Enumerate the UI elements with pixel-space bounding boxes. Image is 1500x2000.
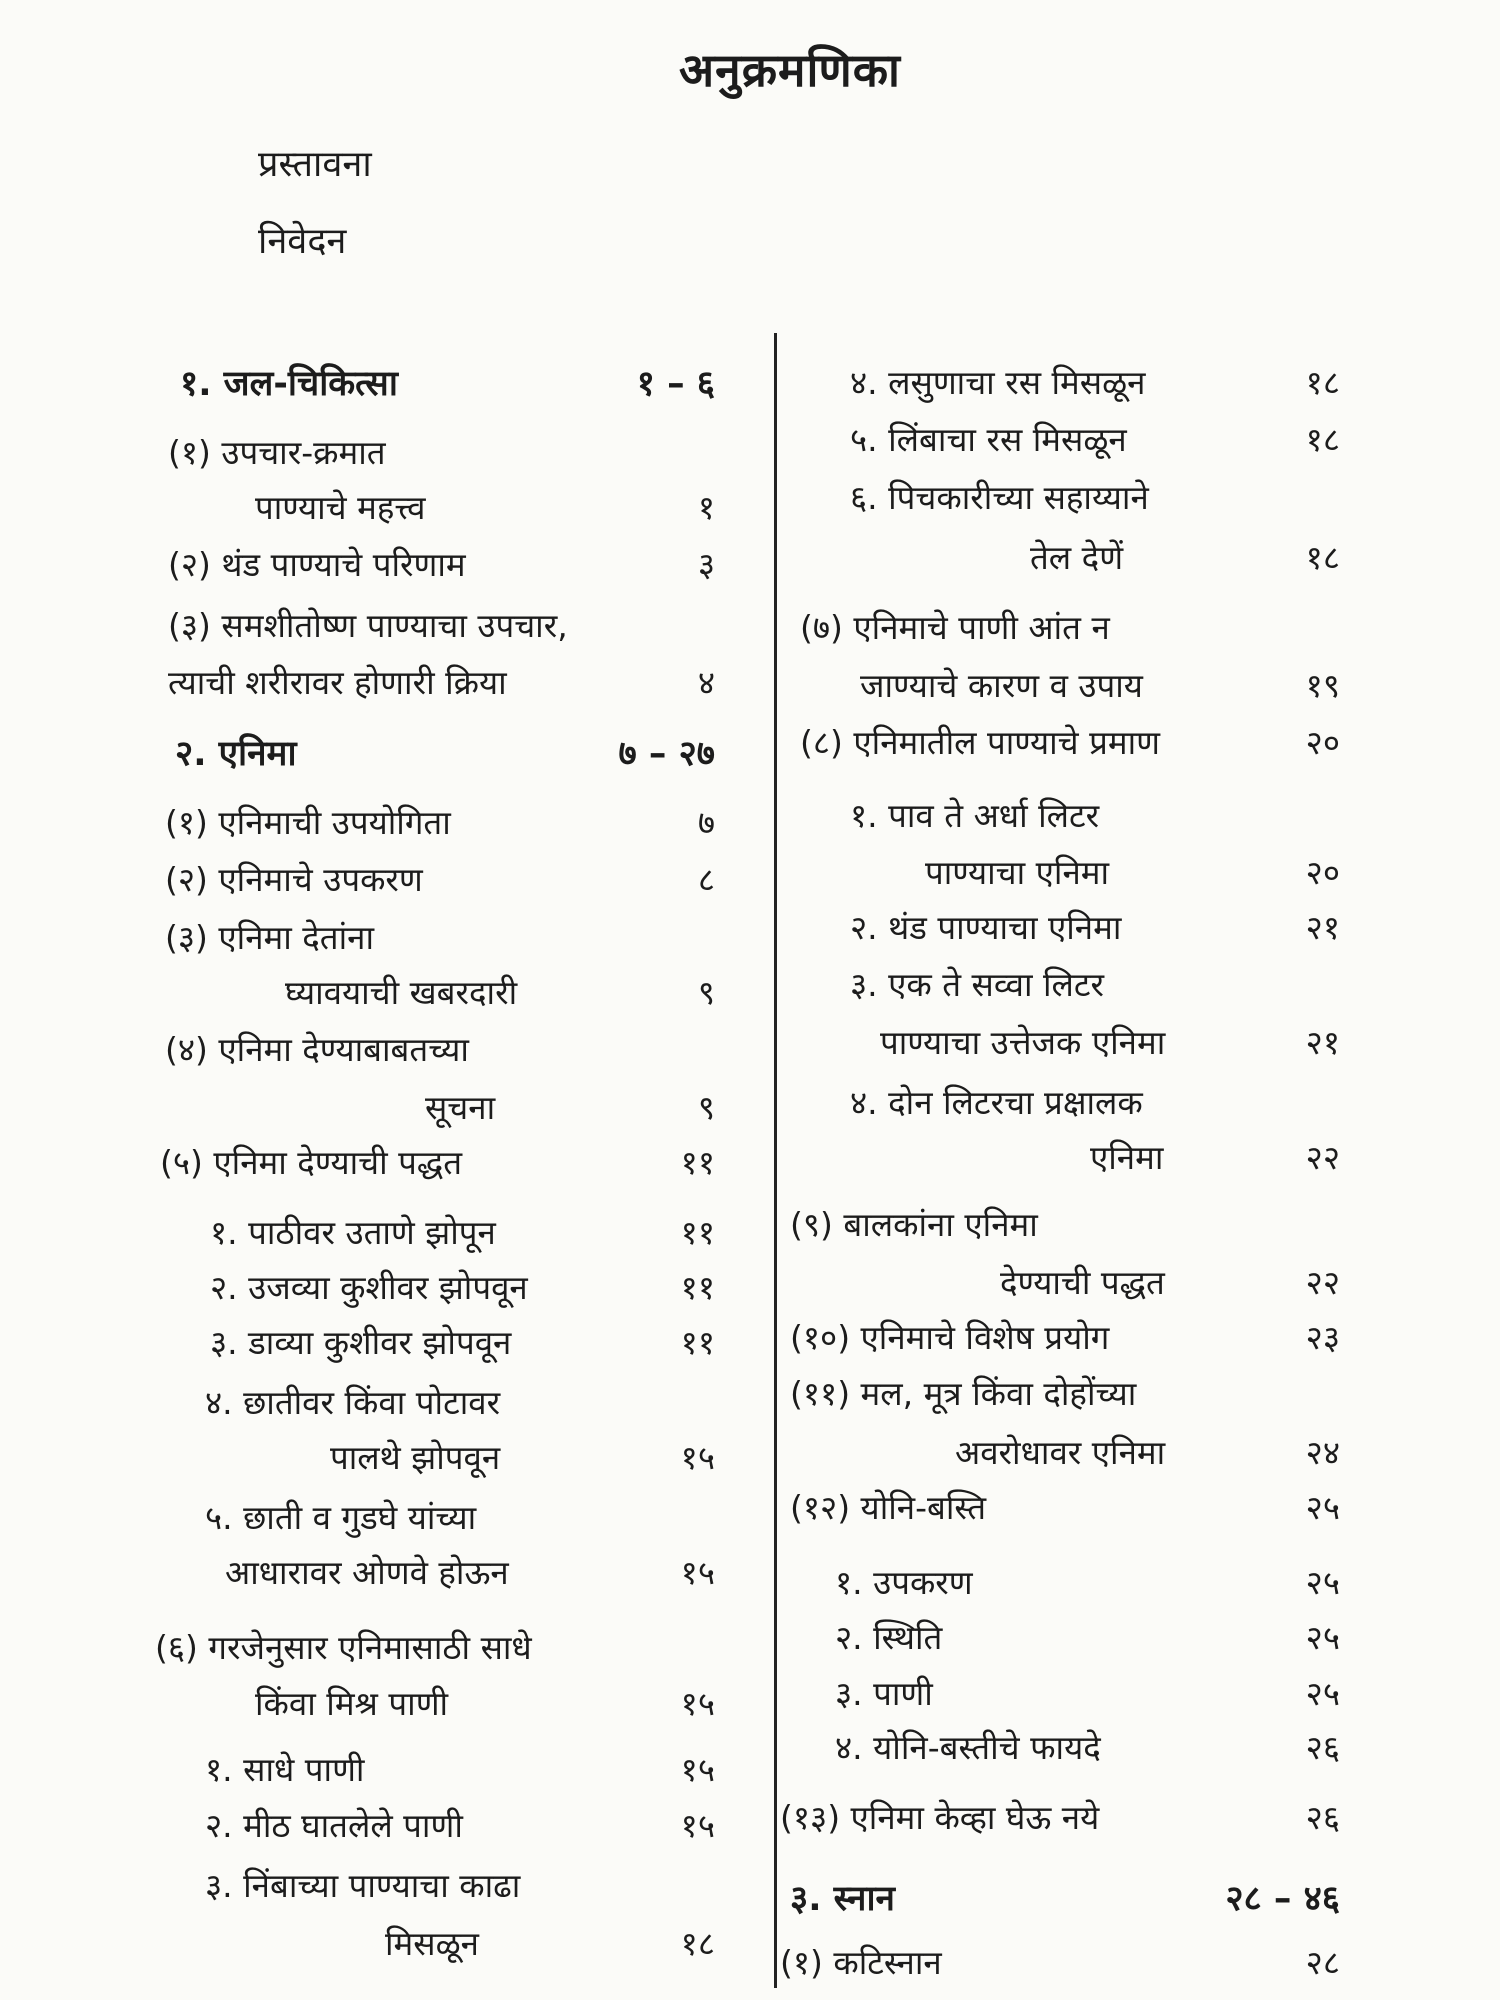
toc-entry	[780, 1800, 1500, 1846]
toc-entry	[0, 1090, 760, 1136]
toc-entry-page-number: १५	[680, 1684, 715, 1723]
front-matter-statement: निवेदन	[258, 221, 347, 262]
toc-entry-page-number: १५	[680, 1553, 715, 1592]
toc-entry-page-number: १ – ६	[636, 364, 715, 404]
toc-entry	[0, 1440, 760, 1486]
toc-entry	[0, 1752, 760, 1798]
toc-entry-title: देण्याची पद्धत	[1000, 1263, 1165, 1302]
toc-entry-title: २. उजव्या कुशीवर झोपवून	[210, 1268, 528, 1307]
toc-entry-title: सूचना	[425, 1088, 496, 1127]
toc-entry	[0, 920, 760, 966]
toc-entry-title: ४. दोन लिटरचा प्रक्षालक	[850, 1083, 1143, 1122]
toc-entry	[780, 480, 1500, 526]
toc-entry-page-number: २२	[1305, 1263, 1340, 1302]
toc-entry-title: (१) कटिस्नान	[780, 1943, 942, 1982]
toc-section-heading	[780, 1880, 1500, 1926]
toc-entry	[780, 1320, 1500, 1366]
toc-entry-page-number: १८	[680, 1924, 715, 1963]
toc-entry-title: ३. एक ते सव्वा लिटर	[850, 965, 1105, 1004]
toc-entry	[0, 1270, 760, 1316]
toc-entry-title: (९) बालकांना एनिमा	[790, 1205, 1038, 1244]
toc-entry-title: (७) एनिमाचे पाणी आंत न	[800, 608, 1110, 647]
toc-entry-page-number: १५	[680, 1750, 715, 1789]
toc-entry-page-number: ११	[680, 1213, 715, 1252]
toc-entry-title: (१) एनिमाची उपयोगिता	[165, 803, 451, 842]
toc-entry-title: (१०) एनिमाचे विशेष प्रयोग	[790, 1318, 1110, 1357]
toc-entry-page-number: ११	[680, 1268, 715, 1307]
toc-entry-page-number: २५	[1305, 1618, 1340, 1657]
toc-entry	[780, 1676, 1500, 1722]
toc-entry-title: तेल देणें	[1030, 538, 1124, 577]
toc-entry-title: ४. छातीवर किंवा पोटावर	[205, 1383, 501, 1422]
toc-entry	[780, 610, 1500, 656]
toc-entry-title: (४) एनिमा देण्याबाबतच्या	[165, 1030, 469, 1069]
toc-entry-title: ५. छाती व गुडघे यांच्या	[205, 1498, 477, 1537]
toc-entry	[0, 1325, 760, 1371]
toc-entry-page-number: २८	[1305, 1943, 1340, 1982]
toc-entry-page-number: १	[697, 488, 715, 527]
toc-entry-title: (१) उपचार-क्रमात	[168, 433, 386, 472]
toc-entry-title: २. एनिमा	[175, 734, 297, 774]
toc-entry-title: (११) मल, मूत्र किंवा दोहोंच्या	[790, 1374, 1137, 1413]
front-matter-preface: प्रस्तावना	[258, 144, 372, 185]
toc-section-heading	[0, 365, 760, 411]
toc-entry	[780, 1565, 1500, 1611]
toc-entry-title: (८) एनिमातील पाण्याचे प्रमाण	[800, 723, 1161, 762]
toc-entry	[780, 365, 1500, 411]
toc-entry-title: ३. निंबाच्या पाण्याचा काढा	[205, 1866, 521, 1905]
toc-entry-title: ६. पिचकारीच्या सहाय्याने	[850, 478, 1149, 517]
toc-entry	[0, 547, 760, 593]
toc-entry	[780, 1207, 1500, 1253]
toc-entry-page-number: २५	[1305, 1563, 1340, 1602]
toc-entry-title: ३. पाणी	[835, 1674, 933, 1713]
toc-entry	[780, 1435, 1500, 1481]
toc-entry-page-number: ११	[680, 1323, 715, 1362]
toc-entry-title: मिसळून	[385, 1924, 479, 1963]
toc-entry-title: ३. डाव्या कुशीवर झोपवून	[210, 1323, 512, 1362]
toc-entry-title: ४. लसुणाचा रस मिसळून	[850, 363, 1146, 402]
toc-entry-page-number: ३	[697, 545, 715, 584]
toc-entry-page-number: ९	[697, 973, 715, 1012]
toc-entry-page-number: १८	[1305, 538, 1340, 577]
toc-entry-title: किंवा मिश्र पाणी	[255, 1684, 449, 1723]
toc-entry	[780, 540, 1500, 586]
toc-entry	[780, 1140, 1500, 1186]
toc-entry-page-number: २१	[1305, 908, 1340, 947]
toc-entry	[780, 668, 1500, 714]
toc-entry-page-number: १८	[1305, 420, 1340, 459]
toc-entry-title: १. साधे पाणी	[205, 1750, 365, 1789]
toc-entry	[780, 967, 1500, 1013]
toc-entry	[780, 1730, 1500, 1776]
toc-entry	[0, 1555, 760, 1601]
toc-entry	[0, 1686, 760, 1732]
toc-entry	[0, 1145, 760, 1191]
toc-entry-title: (३) एनिमा देतांना	[165, 918, 375, 957]
toc-entry	[780, 1620, 1500, 1666]
toc-entry	[780, 422, 1500, 468]
toc-entry-title: अवरोधावर एनिमा	[955, 1433, 1166, 1472]
toc-entry-title: एनिमा	[1090, 1138, 1164, 1177]
toc-entry-page-number: ८	[697, 860, 715, 899]
toc-entry-title: पाण्याचा एनिमा	[925, 853, 1110, 892]
toc-entry	[780, 725, 1500, 771]
toc-entry-page-number: २६	[1305, 1798, 1340, 1837]
toc-entry-title: (१२) योनि-बस्ति	[790, 1488, 987, 1527]
toc-entry	[780, 1085, 1500, 1131]
toc-entry-title: १. जल-चिकित्सा	[180, 364, 398, 404]
toc-entry	[0, 1032, 760, 1078]
toc-entry-page-number: १५	[680, 1438, 715, 1477]
toc-entry-page-number: २८ – ४६	[1225, 1879, 1340, 1919]
toc-entry-title: (१३) एनिमा केव्हा घेऊ नये	[780, 1798, 1100, 1837]
toc-entry-page-number: १८	[1305, 363, 1340, 402]
toc-entry-title: (५) एनिमा देण्याची पद्धत	[160, 1143, 463, 1182]
toc-entry-title: (३) समशीतोष्ण पाण्याचा उपचार,	[168, 606, 568, 645]
toc-entry-title: २. मीठ घातलेले पाणी	[205, 1806, 463, 1845]
toc-entry-page-number: २०	[1305, 723, 1340, 762]
toc-entry-title: १. उपकरण	[835, 1563, 973, 1602]
toc-entry	[0, 490, 760, 536]
toc-entry-page-number: ४	[697, 663, 715, 702]
column-divider	[774, 333, 777, 1988]
toc-entry	[0, 862, 760, 908]
toc-entry-page-number: २४	[1305, 1433, 1340, 1472]
toc-entry-title: (२) थंड पाण्याचे परिणाम	[168, 545, 466, 584]
toc-entry	[0, 1500, 760, 1546]
toc-entry-title: पालथे झोपवून	[330, 1438, 501, 1477]
toc-entry-title: त्याची शरीरावर होणारी क्रिया	[168, 663, 507, 702]
toc-entry	[0, 975, 760, 1021]
toc-entry-page-number: २०	[1305, 853, 1340, 892]
toc-entry	[0, 1630, 760, 1676]
toc-entry	[780, 855, 1500, 901]
toc-entry-title: (६) गरजेनुसार एनिमासाठी साधे	[155, 1628, 532, 1667]
toc-entry-title: आधारावर ओणवे होऊन	[225, 1553, 509, 1592]
toc-entry-page-number: २५	[1305, 1674, 1340, 1713]
toc-entry	[0, 435, 760, 481]
toc-entry	[0, 665, 760, 711]
toc-entry	[0, 1808, 760, 1854]
toc-section-heading	[0, 735, 760, 781]
toc-entry-title: २. थंड पाण्याचा एनिमा	[850, 908, 1122, 947]
toc-entry	[780, 1265, 1500, 1311]
toc-entry-title: ३. स्नान	[790, 1879, 895, 1919]
toc-entry-title: जाण्याचे कारण व उपाय	[860, 666, 1143, 705]
toc-entry	[780, 1376, 1500, 1422]
toc-entry-title: १. पाव ते अर्धा लिटर	[850, 796, 1100, 835]
toc-entry-page-number: ११	[680, 1143, 715, 1182]
toc-entry	[780, 1025, 1500, 1071]
toc-entry-title: घ्यावयाची खबरदारी	[285, 973, 518, 1012]
toc-entry-page-number: २५	[1305, 1488, 1340, 1527]
toc-entry	[780, 910, 1500, 956]
toc-entry	[780, 1490, 1500, 1536]
toc-entry-page-number: १५	[680, 1806, 715, 1845]
toc-entry	[0, 1868, 760, 1914]
toc-entry-page-number: १९	[1305, 666, 1340, 705]
toc-entry-page-number: ७	[697, 803, 715, 842]
toc-entry-page-number: २३	[1305, 1318, 1340, 1357]
toc-entry	[0, 1385, 760, 1431]
toc-entry-title: ५. लिंबाचा रस मिसळून	[850, 420, 1127, 459]
toc-entry-title: १. पाठीवर उताणे झोपून	[210, 1213, 496, 1252]
toc-entry-page-number: २६	[1305, 1728, 1340, 1767]
toc-entry	[0, 1926, 760, 1972]
toc-entry-title: पाण्याचे महत्त्व	[255, 488, 426, 527]
toc-entry-title: (२) एनिमाचे उपकरण	[165, 860, 423, 899]
toc-entry	[0, 1215, 760, 1261]
toc-entry	[0, 805, 760, 851]
toc-entry-title: ४. योनि-बस्तीचे फायदे	[835, 1728, 1101, 1767]
toc-entry	[780, 1945, 1500, 1991]
toc-entry-title: २. स्थिति	[835, 1618, 943, 1657]
toc-entry-title: पाण्याचा उत्तेजक एनिमा	[880, 1023, 1166, 1062]
page-title: अनुक्रमणिका	[679, 43, 901, 97]
toc-entry-page-number: ७ – २७	[618, 734, 715, 774]
toc-entry	[0, 608, 760, 654]
toc-entry-page-number: २१	[1305, 1023, 1340, 1062]
toc-entry-page-number: २२	[1305, 1138, 1340, 1177]
toc-entry-page-number: ९	[697, 1088, 715, 1127]
toc-entry	[780, 798, 1500, 844]
